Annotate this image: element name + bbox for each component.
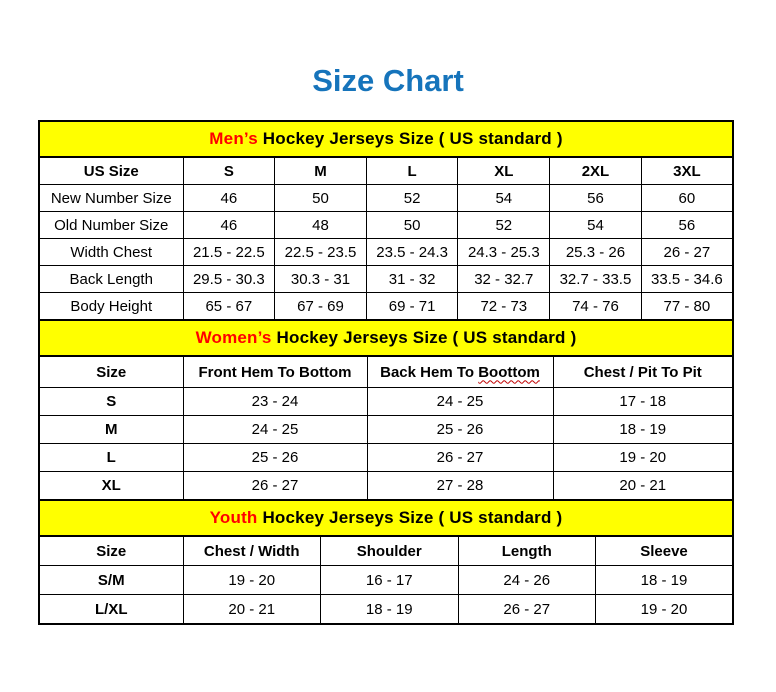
- table-cell: 20 - 21: [183, 595, 321, 625]
- table-row: [39, 293, 733, 321]
- row-label: S/M: [39, 566, 183, 595]
- row-label: L: [39, 444, 183, 472]
- table-cell: 18 - 19: [553, 416, 733, 444]
- banner-row: [39, 500, 733, 536]
- table-cell: 19 - 20: [183, 566, 321, 595]
- row-label: Old Number Size: [39, 212, 183, 239]
- header-row: [39, 157, 733, 185]
- table-row: [39, 185, 733, 212]
- table-cell: 46: [183, 185, 275, 212]
- table-cell: 26 - 27: [458, 595, 596, 625]
- table-cell: 48: [275, 212, 367, 239]
- table-cell: 25.3 - 26: [550, 239, 642, 266]
- table-cell: 21.5 - 22.5: [183, 239, 275, 266]
- header-row: [39, 356, 733, 388]
- misspelled-word: Boottom: [478, 363, 540, 381]
- table-row: [39, 472, 733, 501]
- table-row: [39, 212, 733, 239]
- table-cell: 27 - 28: [367, 472, 553, 501]
- row-label: Width Chest: [39, 239, 183, 266]
- table-cell: 17 - 18: [553, 388, 733, 416]
- banner-text: Hockey Jerseys Size ( US standard ): [257, 508, 563, 527]
- column-header: Front Hem To Bottom: [183, 356, 367, 388]
- table-cell: 52: [366, 185, 458, 212]
- table-row: [39, 239, 733, 266]
- table-cell: 74 - 76: [550, 293, 642, 321]
- table-cell: 16 - 17: [321, 566, 459, 595]
- column-header: Back Hem To Boottom: [367, 356, 553, 388]
- column-header: Size: [39, 536, 183, 566]
- banner-highlight: Women’s: [195, 328, 272, 347]
- table-row: [39, 416, 733, 444]
- row-label: L/XL: [39, 595, 183, 625]
- row-label: XL: [39, 472, 183, 501]
- section-banner: [39, 500, 733, 536]
- banner-row: [39, 320, 733, 356]
- table-cell: 32 - 32.7: [458, 266, 550, 293]
- table-row: [39, 388, 733, 416]
- table-cell: 65 - 67: [183, 293, 275, 321]
- table-cell: 46: [183, 212, 275, 239]
- column-header: M: [275, 157, 367, 185]
- banner-highlight: Youth: [209, 508, 258, 527]
- table-cell: 25 - 26: [367, 416, 553, 444]
- table-cell: 52: [458, 212, 550, 239]
- table-cell: 32.7 - 33.5: [550, 266, 642, 293]
- table-cell: 56: [550, 185, 642, 212]
- column-header: 3XL: [641, 157, 733, 185]
- column-header: Sleeve: [596, 536, 734, 566]
- page-title: Size Chart: [312, 63, 464, 98]
- banner-text: Hockey Jerseys Size ( US standard ): [271, 328, 577, 347]
- column-header: L: [366, 157, 458, 185]
- row-label: Body Height: [39, 293, 183, 321]
- row-label: S: [39, 388, 183, 416]
- table-cell: 18 - 19: [596, 566, 734, 595]
- table-cell: 26 - 27: [641, 239, 733, 266]
- table-cell: 72 - 73: [458, 293, 550, 321]
- table-cell: 30.3 - 31: [275, 266, 367, 293]
- banner-text: Hockey Jerseys Size ( US standard ): [257, 129, 563, 148]
- column-header: Chest / Width: [183, 536, 321, 566]
- column-header: S: [183, 157, 275, 185]
- column-header: 2XL: [550, 157, 642, 185]
- table-cell: 26 - 27: [183, 472, 367, 501]
- table-cell: 18 - 19: [321, 595, 459, 625]
- womens-size-table: [38, 319, 734, 501]
- column-header: XL: [458, 157, 550, 185]
- table-cell: 33.5 - 34.6: [641, 266, 733, 293]
- table-cell: 56: [641, 212, 733, 239]
- row-label: Back Length: [39, 266, 183, 293]
- table-row: [39, 595, 733, 625]
- table-cell: 31 - 32: [366, 266, 458, 293]
- table-cell: 60: [641, 185, 733, 212]
- table-row: [39, 566, 733, 595]
- table-cell: 24 - 25: [183, 416, 367, 444]
- banner-highlight: Men’s: [209, 129, 258, 148]
- banner-row: [39, 121, 733, 157]
- row-label: M: [39, 416, 183, 444]
- table-cell: 77 - 80: [641, 293, 733, 321]
- column-header: Size: [39, 356, 183, 388]
- table-cell: 67 - 69: [275, 293, 367, 321]
- column-header: Chest / Pit To Pit: [553, 356, 733, 388]
- header-row: [39, 536, 733, 566]
- table-cell: 19 - 20: [553, 444, 733, 472]
- table-cell: 50: [366, 212, 458, 239]
- table-cell: 24 - 26: [458, 566, 596, 595]
- table-cell: 22.5 - 23.5: [275, 239, 367, 266]
- table-row: [39, 444, 733, 472]
- table-cell: 20 - 21: [553, 472, 733, 501]
- table-cell: 23.5 - 24.3: [366, 239, 458, 266]
- table-cell: 50: [275, 185, 367, 212]
- row-label: New Number Size: [39, 185, 183, 212]
- table-cell: 24 - 25: [367, 388, 553, 416]
- youth-size-table: [38, 499, 734, 625]
- section-banner: [39, 320, 733, 356]
- mens-size-table: [38, 120, 734, 321]
- table-cell: 24.3 - 25.3: [458, 239, 550, 266]
- table-cell: 54: [550, 212, 642, 239]
- table-cell: 69 - 71: [366, 293, 458, 321]
- column-header: Length: [458, 536, 596, 566]
- table-cell: 19 - 20: [596, 595, 734, 625]
- section-banner: [39, 121, 733, 157]
- table-cell: 54: [458, 185, 550, 212]
- table-row: [39, 266, 733, 293]
- table-cell: 25 - 26: [183, 444, 367, 472]
- column-header: US Size: [39, 157, 183, 185]
- table-cell: 23 - 24: [183, 388, 367, 416]
- table-cell: 29.5 - 30.3: [183, 266, 275, 293]
- table-cell: 26 - 27: [367, 444, 553, 472]
- size-tables: [38, 120, 734, 625]
- column-header: Shoulder: [321, 536, 459, 566]
